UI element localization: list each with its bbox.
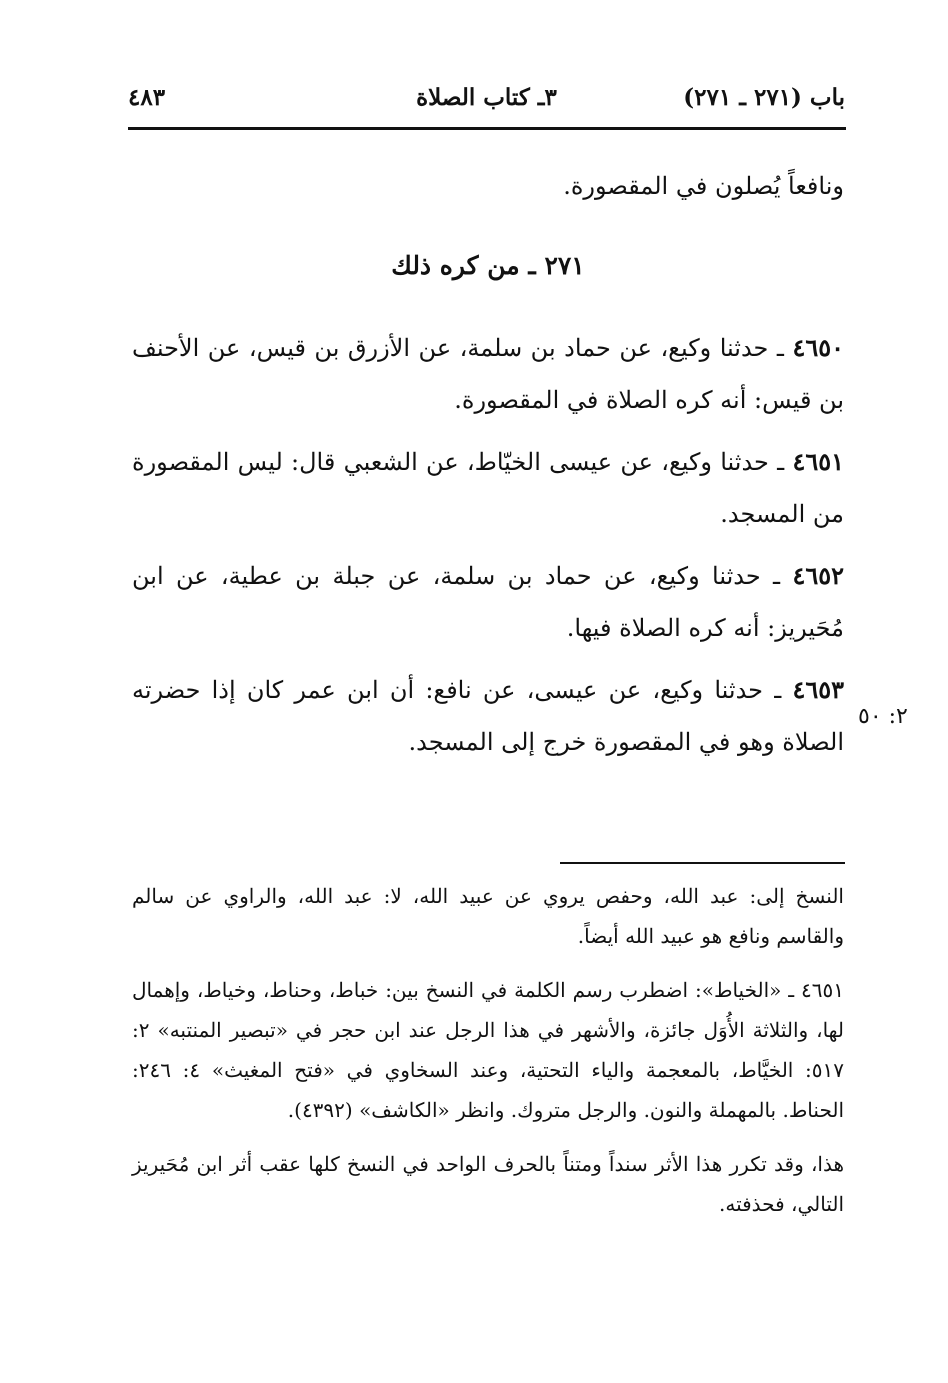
header-rule — [128, 127, 846, 130]
entry-text: ـ حدثنا وكيع، عن عيسى الخيّاط، عن الشعبي قال: ليس المقصورة من المسجد. — [132, 448, 844, 528]
hadith-entry-4651 — [132, 436, 844, 540]
chapter-reference: باب (٢٧١ ـ ٢٧١) — [683, 84, 845, 111]
running-header — [128, 78, 845, 118]
footnote-paragraph: النسخ إلى: عبد الله، وحفص يروي عن عبيد الله، لا: عبد الله، والراوي عن سالم والقاسم ونافع هو عبيد الله أيضاً. — [132, 884, 844, 948]
page-number: ٤٨٣ — [128, 84, 166, 111]
intro-line: ونافعاً يُصلون في المقصورة. — [563, 172, 844, 200]
entry-text: ـ حدثنا وكيع، عن حماد بن سلمة، عن جبلة بن عطية، عن ابن مُحَيريز: أنه كره الصلاة فيها. — [132, 562, 844, 642]
entry-text: ـ حدثنا وكيع، عن حماد بن سلمة، عن الأزرق بن قيس، عن الأحنف بن قيس: أنه كره الصلاة في المقصورة. — [132, 334, 844, 414]
main-text — [132, 160, 844, 778]
footnote-separator — [560, 862, 845, 864]
entry-number: ٤٦٥٠ — [792, 333, 844, 362]
margin-reference: ٢: ٥٠ — [858, 704, 908, 729]
book-title: ٣ـ كتاب الصلاة — [416, 84, 557, 111]
footnote-paragraph: هذا، وقد تكرر هذا الأثر سنداً ومتناً بالحرف الواحد في النسخ كلها عقب أثر ابن مُحَيريز التالي، فحذفته. — [132, 1152, 844, 1216]
entry-number: ٤٦٥٣ — [792, 675, 844, 704]
entry-number: ٤٦٥٢ — [792, 561, 844, 590]
hadith-entry-4653 — [132, 664, 844, 768]
section-title: ٢٧١ ـ من كره ذلك — [391, 251, 585, 280]
footnotes — [132, 876, 844, 1238]
footnote-paragraph: ٤٦٥١ ـ «الخياط»: اضطرب رسم الكلمة في النسخ بين: خباط، وحناط، وخياط، وإهمال لها، والثلاثة الأُوَل جائزة، والأشهر في هذا الرجل عند ابن حجر في «تبصير المنتبه» ٢: ٥١٧: الخيَّاط، بالمعجمة والياء التحتية، وعند السخاوي في «فتح المغيث» ٤: ٢٤٦: الحناط. بالمهملة والنون. والرجل متروك. وانظر «الكاشف» (٤٣٩٢). — [132, 978, 844, 1122]
entry-text: ـ حدثنا وكيع، عن عيسى، عن نافع: أن ابن عمر كان إذا حضرته الصلاة وهو في المقصورة خرج إلى المسجد. — [132, 676, 844, 756]
entry-number: ٤٦٥١ — [792, 447, 844, 476]
hadith-entry-4652 — [132, 550, 844, 654]
hadith-entry-4650 — [132, 322, 844, 426]
